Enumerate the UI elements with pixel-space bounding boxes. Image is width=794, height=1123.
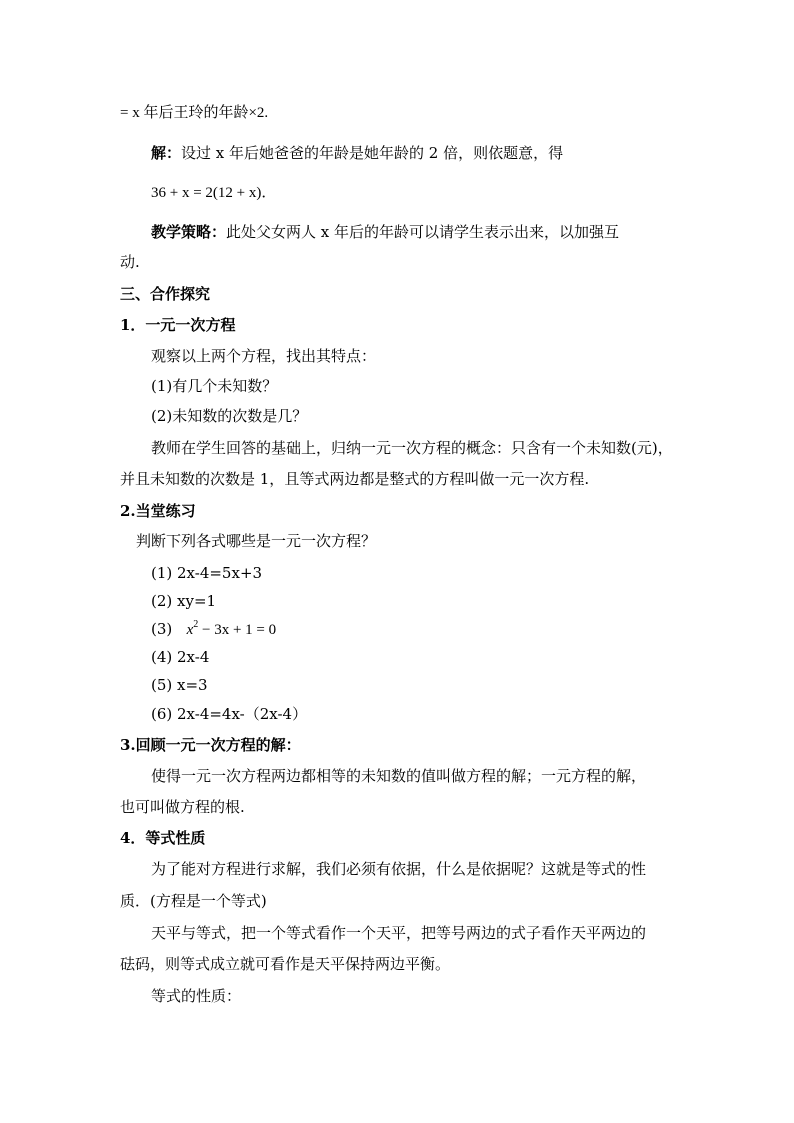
solution-paragraph <box>151 143 563 163</box>
exercise-6: (6) 2x-4=4x-（2x-4） <box>151 705 308 723</box>
strategy-continuation: 动. <box>120 253 140 271</box>
solution-text: 设过 x 年后她爸爸的年龄是她年龄的 2 倍，则依题意，得 <box>181 144 564 162</box>
exercise-3-variable: x <box>186 622 194 638</box>
strategy-label: 教学策略： <box>151 223 227 241</box>
exercise-3-exponent: 2 <box>193 619 199 630</box>
solution-label: 解： <box>151 144 182 162</box>
solution-def-line-1: 使得一元一次方程两边都相等的未知数的值叫做方程的解；一元方程的解， <box>151 767 647 785</box>
subheading-2: 2.当堂练习 <box>120 502 196 520</box>
property-line-1: 为了能对方程进行求解，我们必须有依据，什么是依据呢？这就是等式的性 <box>151 860 647 878</box>
balance-line-2: 砝码，则等式成立就可看作是天平保持两边平衡。 <box>120 955 451 973</box>
section-heading-3: 三、合作探究 <box>120 285 211 303</box>
concept-line-2: 并且未知数的次数是 1，且等式两边都是整式的方程叫做一元一次方程. <box>120 470 590 488</box>
exercise-3-number: (3) <box>151 620 173 638</box>
balance-line-1: 天平与等式，把一个等式看作一个天平，把等号两边的式子看作天平两边的 <box>151 924 647 942</box>
judge-line: 判断下列各式哪些是一元一次方程？ <box>136 532 377 550</box>
exercise-2: (2) xy=1 <box>151 592 217 610</box>
text-line-p1: = x 年后王玲的年龄×2. <box>120 105 269 121</box>
observe-line: 观察以上两个方程，找出其特点： <box>151 347 377 365</box>
concept-line-1: 教师在学生回答的基础上，归纳一元一次方程的概念：只含有一个未知数(元)， <box>151 439 673 457</box>
exercise-3 <box>151 619 276 642</box>
properties-heading: 等式的性质： <box>151 987 242 1005</box>
exercise-4: (4) 2x-4 <box>151 648 210 666</box>
subheading-4: 4．等式性质 <box>120 829 206 847</box>
equation-line: 36 + x = 2(12 + x)． <box>151 185 277 201</box>
question-1: (1)有几个未知数？ <box>151 377 278 395</box>
subheading-3: 3.回顾一元一次方程的解： <box>120 736 301 754</box>
strategy-paragraph <box>151 222 619 242</box>
exercise-5: (5) x=3 <box>151 676 208 694</box>
question-2: (2)未知数的次数是几？ <box>151 407 308 425</box>
exercise-3-rest: − 3x + 1 = 0 <box>198 622 277 638</box>
exercise-1: (1) 2x-4=5x+3 <box>151 564 263 582</box>
subheading-1: 1．一元一次方程 <box>120 316 236 334</box>
property-line-2: 质．(方程是一个等式) <box>120 892 267 910</box>
strategy-text: 此处父女两人 x 年后的年龄可以请学生表示出来，以加强互 <box>226 223 620 241</box>
solution-def-line-2: 也可叫做方程的根. <box>120 798 245 816</box>
